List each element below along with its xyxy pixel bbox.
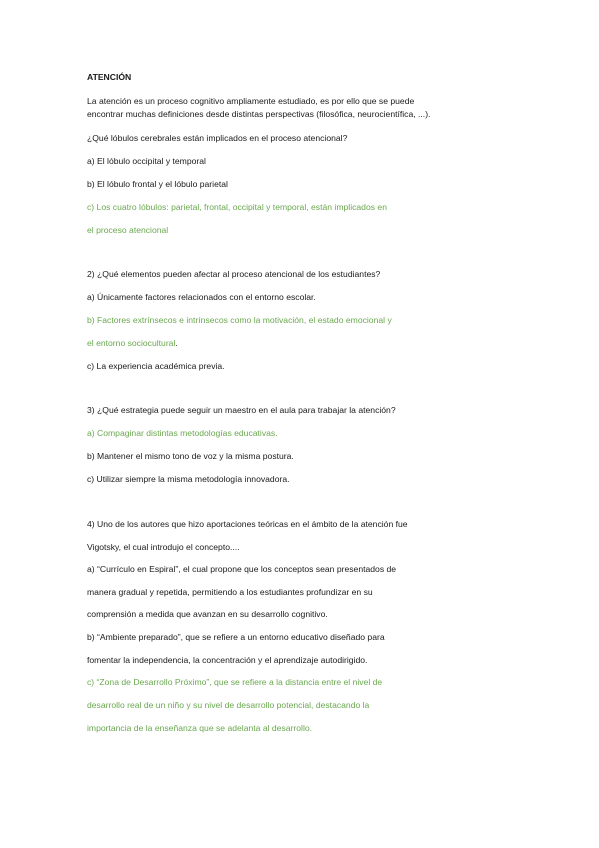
question-2-option-b-period: . [175, 338, 178, 348]
question-1-option-c-correct-line-2: el proceso atencional [87, 225, 169, 235]
question-1-option-b: b) El lóbulo frontal y el lóbulo parietal [87, 179, 228, 189]
question-2-option-a: a) Únicamente factores relacionados con el entorno escolar. [87, 292, 316, 302]
question-2-option-b-correct-line-1: b) Factores extrínsecos e intrínsecos como la motivación, el estado emocional y [87, 315, 392, 325]
question-3: 3) ¿Qué estrategia puede seguir un maestro en el aula para trabajar la atención? [87, 405, 396, 415]
question-4-option-c-correct-line-2: desarrollo real de un niño y su nivel de desarrollo potencial, destacando la [87, 700, 370, 710]
question-1-option-c-correct-line-1: c) Los cuatro lóbulos: parietal, frontal, occipital y temporal, están implicados en [87, 202, 387, 212]
question-3-option-c: c) Utilizar siempre la misma metodología innovadora. [87, 474, 290, 484]
question-4-option-b-line-1: b) “Ambiente preparado”, que se refiere a un entorno educativo diseñado para [87, 632, 385, 642]
document-title: ATENCIÓN [87, 72, 132, 82]
intro-text-line-2: encontrar muchas definiciones desde distintas perspectivas (filosófica, neurocientífica, ...). [87, 109, 431, 119]
question-2: 2) ¿Qué elementos pueden afectar al proceso atencional de los estudiantes? [87, 269, 381, 279]
question-1-option-a: a) El lóbulo occipital y temporal [87, 156, 206, 166]
question-4-option-b-line-2: fomentar la independencia, la concentración y el aprendizaje autodirigido. [87, 655, 368, 665]
question-4-option-a-line-1: a) “Currículo en Espiral”, el cual propone que los conceptos sean presentados de [87, 564, 397, 574]
question-3-option-b: b) Mantener el mismo tono de voz y la misma postura. [87, 451, 294, 461]
question-4-line-1: 4) Uno de los autores que hizo aportaciones teóricas en el ámbito de la atención fue [87, 519, 408, 529]
question-4-option-c-correct-line-1: c) “Zona de Desarrollo Próximo”, que se refiere a la distancia entre el nivel de [87, 677, 383, 687]
question-4-option-c-correct-line-3: importancia de la enseñanza que se adelanta al desarrollo. [87, 723, 313, 733]
question-4-line-2: Vigotsky, el cual introdujo el concepto.... [87, 542, 240, 552]
question-4-option-a-line-3: comprensión a medida que avanzan en su desarrollo cognitivo. [87, 609, 328, 619]
question-3-option-a-correct: a) Compaginar distintas metodologías educativas. [87, 428, 278, 438]
intro-text-line-1: La atención es un proceso cognitivo ampliamente estudiado, es por ello que se puede [87, 96, 415, 106]
question-2-option-b-line-2-text: el entorno sociocultural [87, 338, 176, 348]
question-1: ¿Qué lóbulos cerebrales están implicados en el proceso atencional? [87, 133, 348, 143]
question-2-option-b-correct-line-2 [87, 338, 178, 349]
question-2-option-c: c) La experiencia académica previa. [87, 361, 225, 371]
question-4-option-a-line-2: manera gradual y repetida, permitiendo a los estudiantes profundizar en su [87, 587, 373, 597]
